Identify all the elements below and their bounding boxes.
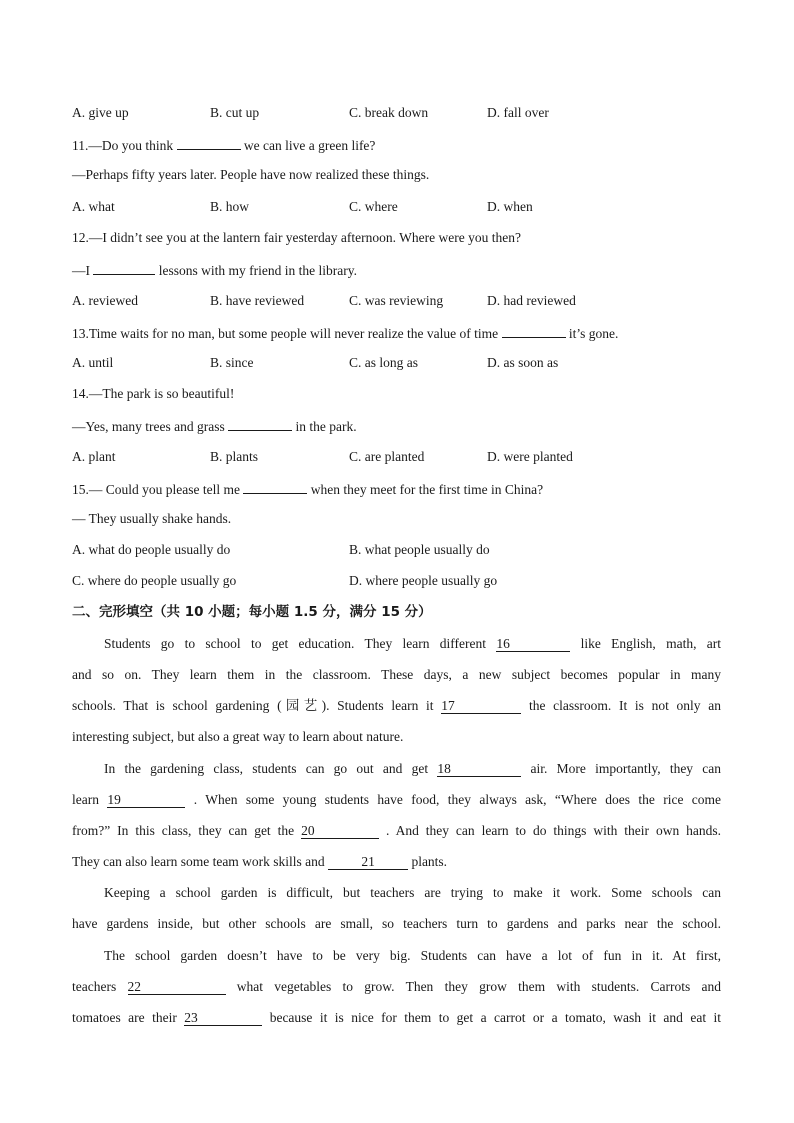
q12-answer-blank <box>93 260 155 275</box>
passage-text: In the gardening class, students can go out and get <box>104 761 429 776</box>
passage-p2-line3 <box>72 822 721 840</box>
q10-option-a: A. give up <box>72 105 129 120</box>
passage-p3-line2: have gardens inside, but other schools are small, so teachers turn to gardens and parks near the school. <box>72 916 721 931</box>
q12-option-b: B. have reviewed <box>210 293 305 308</box>
passage-p2-line1 <box>104 760 721 778</box>
passage-text: teachers <box>72 979 117 994</box>
q12-option-d: D. had reviewed <box>487 293 576 308</box>
blank-21: 21 <box>328 855 408 870</box>
q14-stem: 14.—The park is so beautiful! <box>72 386 235 401</box>
blank-16: 16 <box>496 637 570 652</box>
passage-p4-line3 <box>72 1009 721 1027</box>
passage-text: tomatoes are their <box>72 1010 177 1025</box>
passage-text: learn <box>72 792 99 807</box>
q13-answer-blank <box>502 323 566 338</box>
blank-17: 17 <box>441 699 521 714</box>
passage-p4-line2 <box>72 978 721 996</box>
passage-p2-line2 <box>72 791 721 809</box>
q11-option-d: D. when <box>487 199 533 214</box>
q11-reply: —Perhaps fifty years later. People have now realized these things. <box>72 167 430 182</box>
q14-reply <box>72 416 357 436</box>
q13-stem-end: it’s gone. <box>568 326 619 341</box>
q13-option-b: B. since <box>210 355 254 370</box>
q11-option-a: A. what <box>72 199 115 214</box>
q14-option-d: D. were planted <box>487 449 573 464</box>
section-heading-cloze: 二、完形填空（共 10 小题；每小题 1.5 分，满分 15 分） <box>72 604 432 620</box>
q10-option-d: D. fall over <box>487 105 549 120</box>
blank-20: 20 <box>301 824 379 839</box>
q15-stem-end: when they meet for the first time in China? <box>310 482 544 497</box>
passage-p1-line2: and so on. They learn them in the classroom. These days, a new subject becomes popular in many <box>72 667 721 682</box>
passage-p1-line1 <box>104 635 721 653</box>
q14-reply-end: in the park. <box>295 419 357 434</box>
q14-option-b: B. plants <box>210 449 259 464</box>
blank-23: 23 <box>184 1011 262 1026</box>
q12-stem: 12.—I didn’t see you at the lantern fair yesterday afternoon. Where were you then? <box>72 230 521 245</box>
blank-19: 19 <box>107 793 185 808</box>
q15-option-d: D. where people usually go <box>349 573 498 588</box>
passage-p1-line4: interesting subject, but also a great way to learn about nature. <box>72 729 404 744</box>
q15-answer-blank <box>243 479 307 494</box>
q12-option-a: A. reviewed <box>72 293 138 308</box>
q15-option-c: C. where do people usually go <box>72 573 237 588</box>
q13-option-c: C. as long as <box>349 355 418 370</box>
q12-reply-end: lessons with my friend in the library. <box>158 263 357 278</box>
passage-text: . When some young students have food, they always ask, “Where does the rice come <box>193 792 722 807</box>
passage-p1-line3 <box>72 697 721 715</box>
passage-text: the classroom. It is not only an <box>528 698 721 713</box>
q14-answer-blank <box>228 416 292 431</box>
q14-option-c: C. are planted <box>349 449 425 464</box>
passage-text: plants. <box>411 854 448 869</box>
passage-text: . And they can learn to do things with their own hands. <box>386 823 722 838</box>
q15-option-b: B. what people usually do <box>349 542 490 557</box>
blank-22: 22 <box>128 980 226 995</box>
q15-reply: — They usually shake hands. <box>72 511 232 526</box>
passage-text: schools. That is school gardening (园艺). Students learn it <box>72 698 434 713</box>
q13-stem-start: 13.Time waits for no man, but some people will never realize the value of time <box>72 326 499 341</box>
q11-option-c: C. where <box>349 199 398 214</box>
q13-option-a: A. until <box>72 355 114 370</box>
passage-p4-line1: The school garden doesn’t have to be very big. Students can have a lot of fun in it. At first, <box>104 948 721 963</box>
q12-reply <box>72 260 357 280</box>
q10-option-b: B. cut up <box>210 105 260 120</box>
q11-stem-end: we can live a green life? <box>243 138 376 153</box>
q10-option-c: C. break down <box>349 105 429 120</box>
passage-text: air. More importantly, they can <box>530 761 722 776</box>
q15-option-a: A. what do people usually do <box>72 542 231 557</box>
passage-text: like English, math, art <box>580 636 722 651</box>
q11-stem-start: 11.—Do you think <box>72 138 174 153</box>
q12-reply-start: —I <box>72 263 90 278</box>
blank-18: 18 <box>437 762 521 777</box>
q13-option-d: D. as soon as <box>487 355 559 370</box>
passage-p2-line4 <box>72 853 447 871</box>
q15-stem <box>72 479 543 499</box>
q11-option-b: B. how <box>210 199 250 214</box>
q11-answer-blank <box>177 135 241 150</box>
passage-text: Students go to school to get education. They learn different <box>104 636 487 651</box>
q11-stem <box>72 135 375 155</box>
q15-stem-start: 15.— Could you please tell me <box>72 482 240 497</box>
q14-reply-start: —Yes, many trees and grass <box>72 419 225 434</box>
passage-text: from?” In this class, they can get the <box>72 823 295 838</box>
q13-stem <box>72 323 618 343</box>
passage-text: They can also learn some team work skills and <box>72 854 325 869</box>
passage-p3-line1: Keeping a school garden is difficult, but teachers are trying to make it work. Some schools can <box>104 885 721 900</box>
q14-option-a: A. plant <box>72 449 116 464</box>
passage-text: what vegetables to grow. Then they grow them with students. Carrots and <box>236 979 722 994</box>
q12-option-c: C. was reviewing <box>349 293 444 308</box>
passage-text: because it is nice for them to get a carrot or a tomato, wash it and eat it <box>269 1010 722 1025</box>
